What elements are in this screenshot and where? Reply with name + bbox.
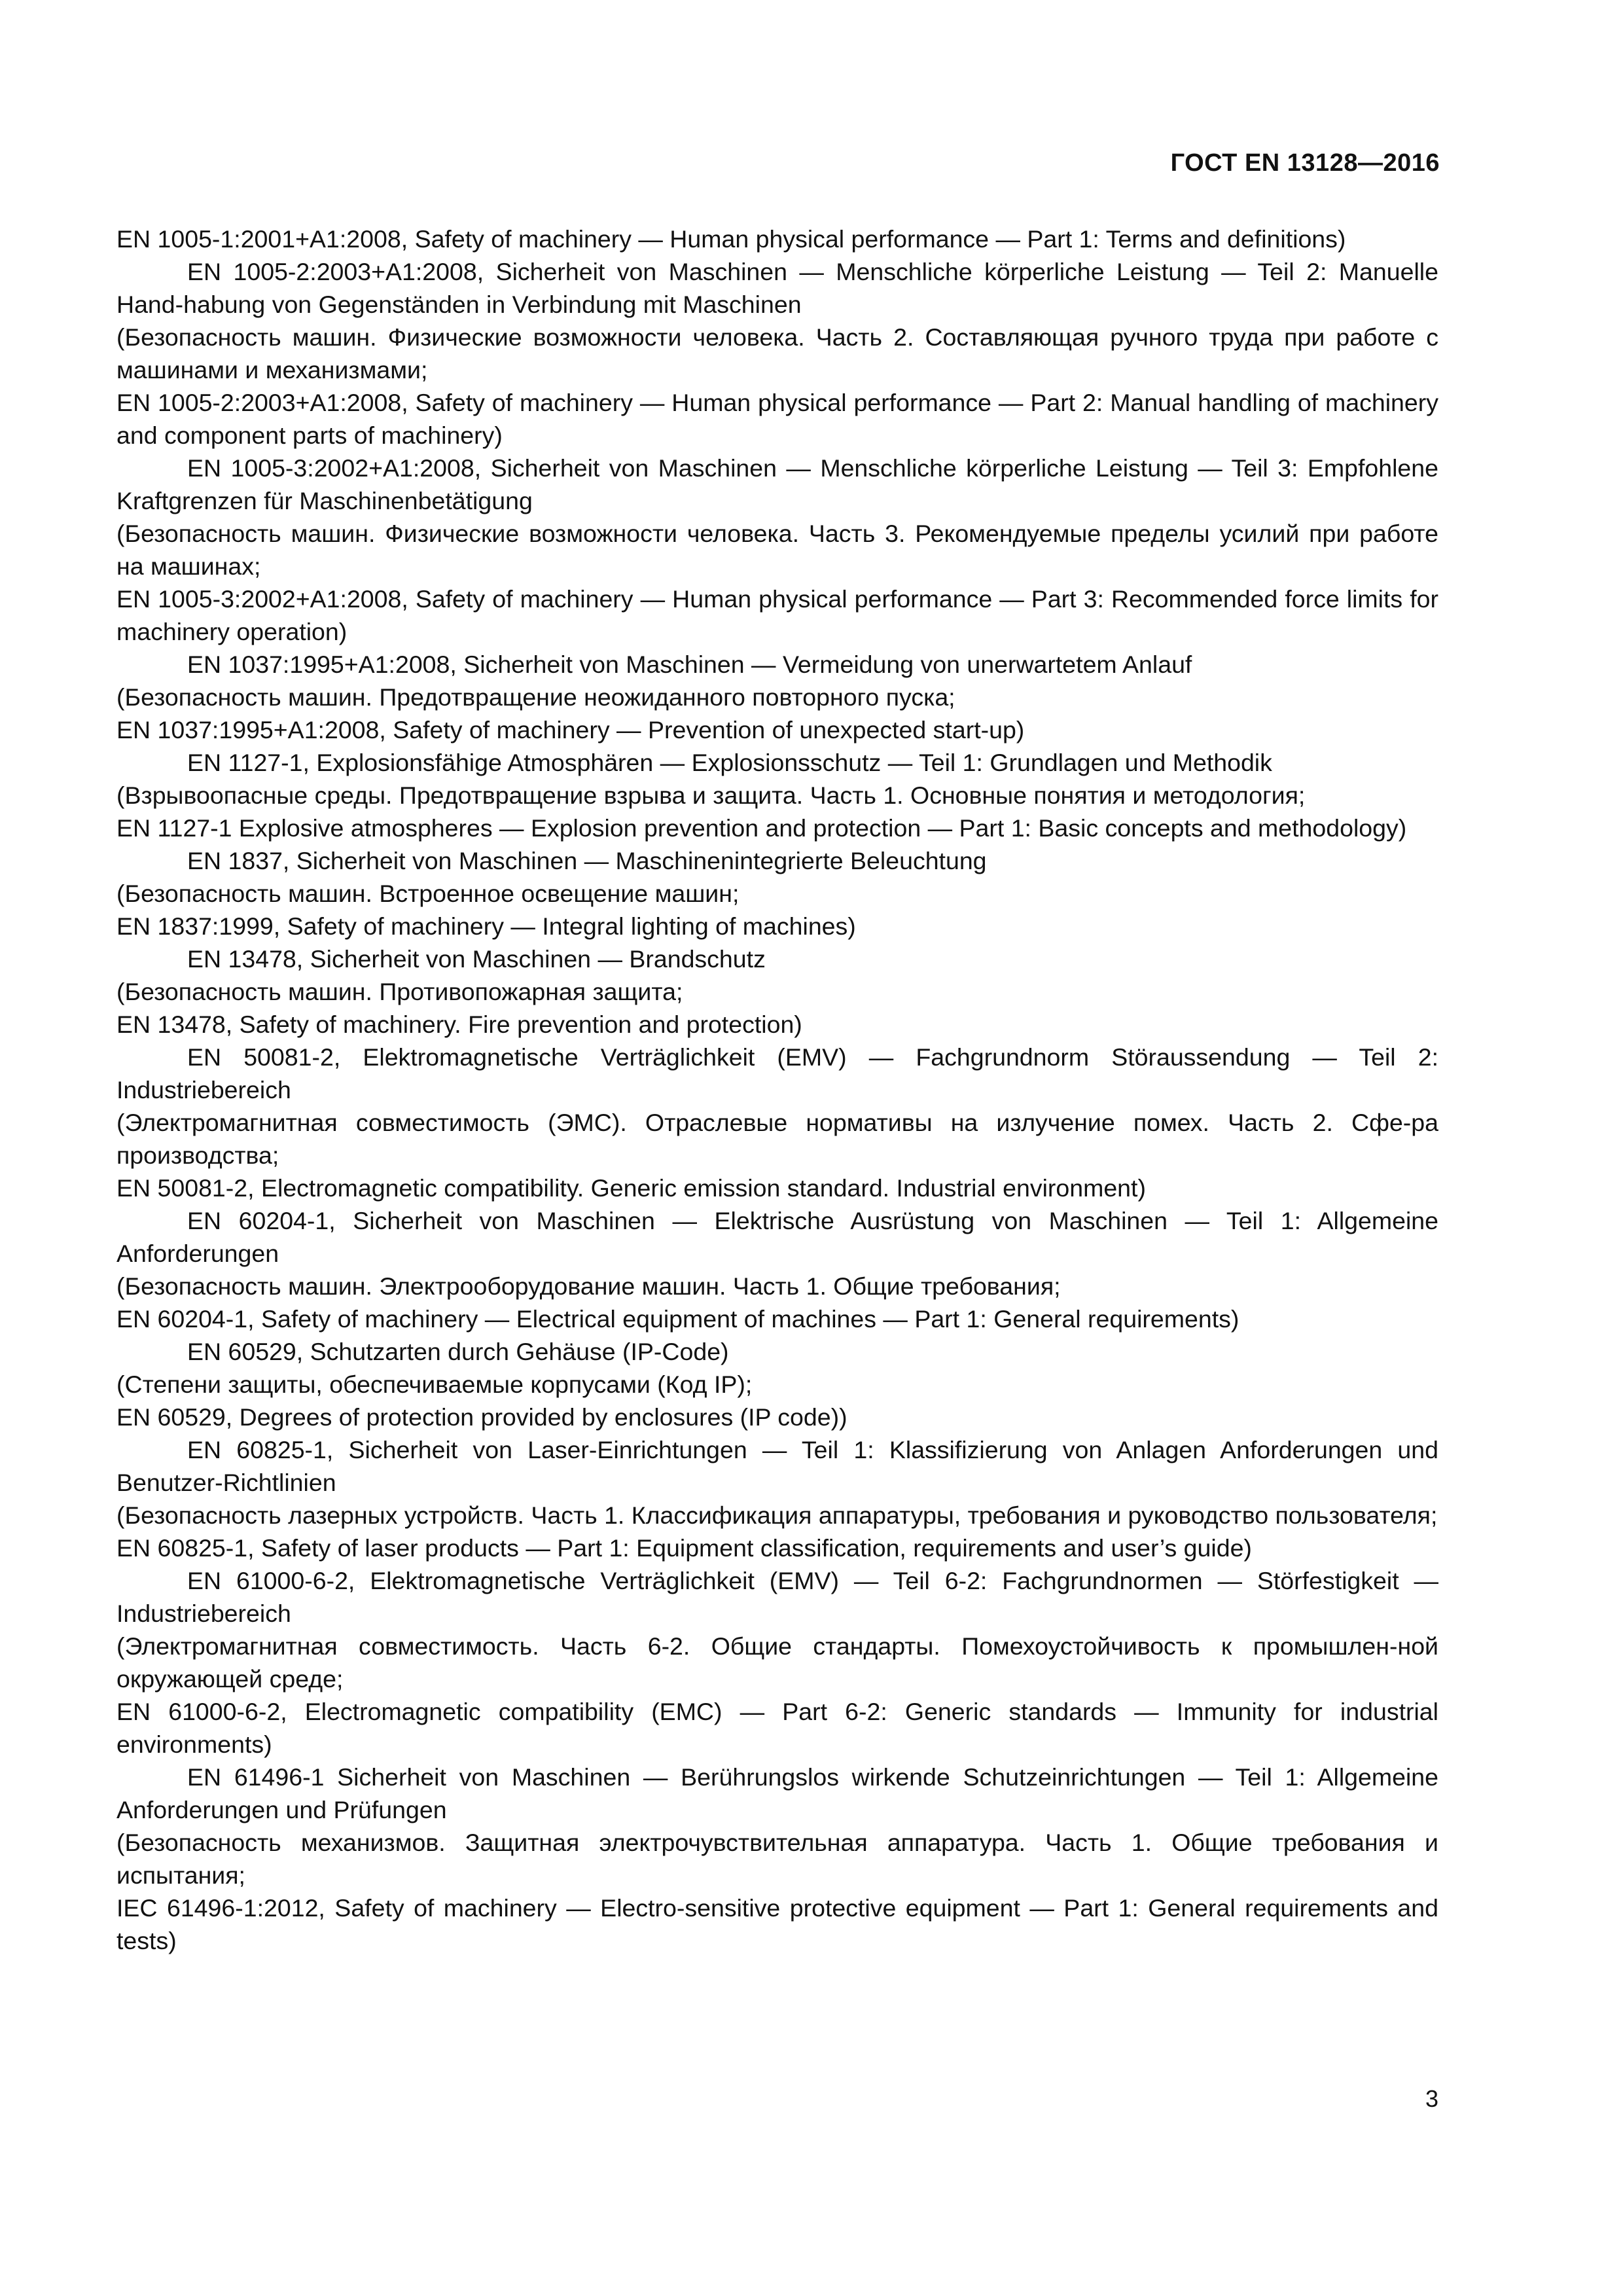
reference-en: EN 50081-2, Electromagnetic compatibility. Generic emission standard. Industrial environment) bbox=[116, 1174, 1146, 1202]
reference-de: EN 13478, Sicherheit von Maschinen — Brandschutz bbox=[187, 945, 766, 973]
reference-de: EN 61000-6-2, Elektromagnetische Verträglichkeit (EMV) — Teil 6-2: Fachgrundnormen — Störfestigkeit — Industriebereich bbox=[116, 1567, 1438, 1627]
reference-en: EN 1005-2:2003+A1:2008, Safety of machinery — Human physical performance — Part 2: Manual handling of machinery and component parts of machinery) bbox=[116, 389, 1438, 449]
reference-de: EN 60204-1, Sicherheit von Maschinen — Elektrische Ausrüstung von Maschinen — Teil 1: Allgemeine Anforderungen bbox=[116, 1207, 1438, 1267]
reference-ru: (Безопасность механизмов. Защитная электрочувствительная аппаратура. Часть 1. Общие требования и испытания; bbox=[116, 1829, 1438, 1889]
reference-ru: (Безопасность машин. Предотвращение неожиданного повторного пуска; bbox=[116, 683, 955, 711]
reference-en: EN 13478, Safety of machinery. Fire prevention and protection) bbox=[116, 1011, 802, 1038]
reference-de: EN 1005-3:2002+A1:2008, Sicherheit von Maschinen — Menschliche körperliche Leistung — Teil 3: Empfohlene Kraftgrenzen für Maschinenbetätigung bbox=[116, 454, 1438, 514]
document-header: ГОСТ EN 13128—2016 bbox=[1170, 149, 1440, 177]
reference-ru: (Безопасность машин. Физические возможности человека. Часть 3. Рекомендуемые пределы усилий при работе на машинах; bbox=[116, 520, 1438, 580]
reference-en: EN 1005-1:2001+A1:2008, Safety of machinery — Human physical performance — Part 1: Terms and definitions) bbox=[116, 225, 1346, 253]
reference-de: EN 60529, Schutzarten durch Gehäuse (IP-Code) bbox=[187, 1338, 729, 1365]
reference-en: EN 1005-3:2002+A1:2008, Safety of machinery — Human physical performance — Part 3: Recommended force limits for machinery operation) bbox=[116, 585, 1438, 645]
reference-ru: (Безопасность машин. Встроенное освещение машин; bbox=[116, 880, 740, 907]
reference-de: EN 1127-1, Explosionsfähige Atmosphären — Explosionsschutz — Teil 1: Grundlagen und Methodik bbox=[187, 749, 1272, 776]
reference-ru: (Степени защиты, обеспечиваемые корпусами (Код IP); bbox=[116, 1371, 753, 1398]
reference-ru: (Безопасность лазерных устройств. Часть 1. Классификация аппаратуры, требования и руководство пользователя; bbox=[116, 1501, 1438, 1529]
reference-ru: (Взрывоопасные среды. Предотвращение взрыва и защита. Часть 1. Основные понятия и методология; bbox=[116, 781, 1306, 809]
reference-en: EN 1127-1 Explosive atmospheres — Explosion prevention and protection — Part 1: Basic concepts and methodology) bbox=[116, 814, 1407, 842]
page-number: 3 bbox=[1425, 2085, 1438, 2112]
reference-de: EN 1837, Sicherheit von Maschinen — Maschinenintegrierte Beleuchtung bbox=[187, 847, 987, 874]
reference-ru: (Электромагнитная совместимость. Часть 6-2. Общие стандарты. Помехоустойчивость к промышлен-ной окружающей среде; bbox=[116, 1632, 1438, 1693]
reference-de: EN 1037:1995+A1:2008, Sicherheit von Maschinen — Vermeidung von unerwartetem Anlauf bbox=[187, 651, 1192, 678]
reference-en: EN 1837:1999, Safety of machinery — Integral lighting of machines) bbox=[116, 912, 856, 940]
reference-en: EN 60204-1, Safety of machinery — Electrical equipment of machines — Part 1: General requirements) bbox=[116, 1305, 1240, 1333]
reference-en: EN 60825-1, Safety of laser products — Part 1: Equipment classification, requirements and user’s guide) bbox=[116, 1534, 1252, 1562]
reference-de: EN 61496-1 Sicherheit von Maschinen — Berührungslos wirkende Schutzeinrichtungen — Teil 1: Allgemeine Anforderungen und Prüfungen bbox=[116, 1763, 1438, 1823]
reference-ru: (Безопасность машин. Физические возможности человека. Часть 2. Составляющая ручного труда при работе с машинами и механизмами; bbox=[116, 323, 1438, 384]
reference-de: EN 1005-2:2003+A1:2008, Sicherheit von Maschinen — Menschliche körperliche Leistung — Teil 2: Manuelle Hand-habung von Gegenständen in Verbindung mit Maschinen bbox=[116, 258, 1438, 318]
reference-en: EN 1037:1995+A1:2008, Safety of machinery — Prevention of unexpected start-up) bbox=[116, 716, 1025, 744]
reference-ru: (Электромагнитная совместимость (ЭМС). Отраслевые нормативы на излучение помех. Часть 2. Сфе-ра производства; bbox=[116, 1109, 1438, 1169]
reference-ru: (Безопасность машин. Электрооборудование машин. Часть 1. Общие требования; bbox=[116, 1272, 1061, 1300]
reference-en: EN 60529, Degrees of protection provided by enclosures (IP code)) bbox=[116, 1403, 847, 1431]
reference-de: EN 50081-2, Elektromagnetische Verträglichkeit (EMV) — Fachgrundnorm Störaussendung — Teil 2: Industriebereich bbox=[116, 1043, 1438, 1103]
reference-en: EN 61000-6-2, Electromagnetic compatibility (EMC) — Part 6-2: Generic standards — Immunity for industrial environments) bbox=[116, 1698, 1438, 1758]
reference-ru: (Безопасность машин. Противопожарная защита; bbox=[116, 978, 683, 1005]
reference-en: IEC 61496-1:2012, Safety of machinery — Electro-sensitive protective equipment — Part 1: General requirements and tests) bbox=[116, 1894, 1438, 1954]
references-list bbox=[116, 223, 1438, 1957]
reference-de: EN 60825-1, Sicherheit von Laser-Einrichtungen — Teil 1: Klassifizierung von Anlagen Anforderungen und Benutzer-Richtlinien bbox=[116, 1436, 1438, 1496]
